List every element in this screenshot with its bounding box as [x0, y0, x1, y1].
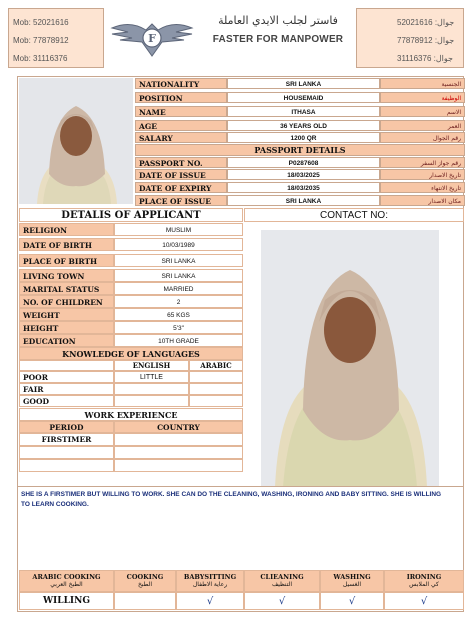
skill-cleaning-en: CLIEANING: [260, 573, 304, 581]
person-photo-large-icon: [261, 230, 439, 487]
skill-babysitting-en: BABYSITTING: [183, 573, 237, 581]
place-of-birth-label: PLACE OF BIRTH: [19, 254, 114, 267]
language-good-arabic: [189, 395, 243, 407]
experience-period-2: [19, 446, 114, 459]
place-of-issue-label-ar: مكان الاصدار: [380, 195, 465, 206]
skill-cooking-value: [114, 592, 176, 610]
salary-row: [135, 132, 465, 143]
salary-label: SALARY: [135, 132, 227, 143]
date-of-expiry-value: 18/03/2035: [227, 182, 380, 193]
date-of-issue-row: [135, 169, 465, 180]
education-label: EDUCATION: [19, 334, 114, 347]
skill-cleaning-header: [244, 570, 320, 592]
name-label: NAME: [135, 106, 227, 117]
height-value: 5'3": [114, 321, 243, 334]
name-label-ar: الاسم: [380, 106, 465, 117]
position-label: POSITION: [135, 92, 227, 103]
age-row: [135, 120, 465, 131]
applicant-photo-large: [261, 230, 439, 487]
experience-country-3: [114, 459, 243, 472]
experience-period-1: FIRSTIMER: [19, 433, 114, 446]
skill-arabic-cooking-header: [19, 570, 114, 592]
remarks-text: SHE IS A FIRSTIMER BUT WILLING TO WORK. SHE CAN DO THE CLEANING, WASHING, IRONING AND BABY SITTING. SHE IS WILLING TO LEARN COOKING.: [21, 491, 442, 508]
age-value: 36 YEARS OLD: [227, 120, 380, 131]
skill-washing-en: WASHING: [333, 573, 371, 581]
age-label-ar: العمر: [380, 120, 465, 131]
date-of-birth-row: [19, 238, 243, 251]
passport-no-row: [135, 157, 465, 168]
passport-no-value: P0287608: [227, 157, 380, 168]
date-of-expiry-row: [135, 182, 465, 193]
weight-label: WEIGHT: [19, 308, 114, 321]
living-town-value: SRI LANKA: [114, 269, 243, 282]
mobile-number-ar-2: 77878912 :جوال: [397, 36, 455, 45]
experience-country-1: [114, 433, 243, 446]
salary-label-ar: رقم الجوال: [380, 132, 465, 143]
header-right-contacts: [356, 8, 464, 68]
work-experience-title: WORK EXPERIENCE: [19, 408, 243, 421]
mobile-number-2: Mob: 77878912: [13, 36, 69, 45]
height-row: [19, 321, 243, 334]
marital-status-value: MARRIED: [114, 282, 243, 295]
person-photo-icon: [19, 78, 133, 204]
date-of-expiry-label-ar: تاريخ الانتهاء: [380, 182, 465, 193]
living-town-label: LIVING TOWN: [19, 269, 114, 282]
mobile-number-3: Mob: 31116376: [13, 54, 68, 63]
language-fair-arabic: [189, 383, 243, 395]
nationality-row: [135, 78, 465, 89]
nationality-label: NATIONALITY: [135, 78, 227, 89]
date-of-expiry-label: DATE OF EXPIRY: [135, 182, 227, 193]
header-left-contacts: [8, 8, 104, 68]
skill-arabic-cooking-en: ARABIC COOKING: [32, 573, 101, 581]
experience-country-2: [114, 446, 243, 459]
contact-title: CONTACT NO:: [244, 208, 464, 222]
skill-washing-check-icon: √: [320, 592, 384, 610]
passport-no-label-ar: رقم جواز السفر: [380, 157, 465, 168]
applicant-photo-small: [19, 78, 133, 204]
skill-washing-header: [320, 570, 384, 592]
languages-header-arabic: ARABIC: [189, 360, 243, 371]
skill-cleaning-check-icon: √: [244, 592, 320, 610]
eagle-logo-icon: [110, 14, 194, 60]
date-of-birth-value: 10/03/1989: [114, 238, 243, 251]
company-name-arabic: فاستر لجلب الايدي العاملة: [218, 14, 338, 27]
date-of-issue-label: DATE OF ISSUE: [135, 169, 227, 180]
position-value: HOUSEMAID: [227, 92, 380, 103]
children-row: [19, 295, 243, 308]
place-of-birth-row: [19, 254, 243, 267]
language-fair-english: [114, 383, 189, 395]
mobile-number-1: Mob: 52021616: [13, 18, 69, 27]
skill-babysitting-ar: رعاية الاطفال: [192, 581, 228, 588]
weight-row: [19, 308, 243, 321]
language-poor-arabic: [189, 371, 243, 383]
marital-status-row: [19, 282, 243, 295]
education-value: 10TH GRADE: [114, 334, 243, 347]
date-of-issue-label-ar: تاريخ الاصدار: [380, 169, 465, 180]
experience-header-country: COUNTRY: [114, 421, 243, 433]
weight-value: 65 KGS: [114, 308, 243, 321]
skill-cooking-header: [114, 570, 176, 592]
religion-row: [19, 223, 243, 236]
skill-cooking-ar: الطبخ: [137, 581, 153, 588]
skill-babysitting-check-icon: √: [176, 592, 244, 610]
language-level-poor: POOR: [19, 371, 114, 383]
remarks-divider: [17, 486, 464, 487]
marital-status-label: MARITAL STATUS: [19, 282, 114, 295]
salary-value: 1200 QR: [227, 132, 380, 143]
nationality-value: SRI LANKA: [227, 78, 380, 89]
position-row: [135, 92, 465, 103]
place-of-issue-label: PLACE OF ISSUE: [135, 195, 227, 206]
language-good-english: [114, 395, 189, 407]
skill-babysitting-header: [176, 570, 244, 592]
place-of-issue-row: [135, 195, 465, 206]
languages-header-english: ENGLISH: [114, 360, 189, 371]
height-label: HEIGHT: [19, 321, 114, 334]
skill-washing-ar: الغسيل: [342, 581, 362, 588]
language-level-fair: FAIR: [19, 383, 114, 395]
passport-details-title: PASSPORT DETAILS: [135, 144, 465, 156]
experience-header-period: PERIOD: [19, 421, 114, 433]
skill-cooking-en: COOKING: [126, 573, 164, 581]
experience-period-3: [19, 459, 114, 472]
children-value: 2: [114, 295, 243, 308]
religion-label: RELIGION: [19, 223, 114, 236]
applicant-details-title: DETALIS OF APPLICANT: [19, 208, 243, 222]
skill-ironing-en: IRONING: [406, 573, 442, 581]
date-of-birth-label: DATE OF BIRTH: [19, 238, 114, 251]
skill-arabic-cooking-ar: الطبخ العربي: [50, 581, 83, 588]
nationality-label-ar: الجنسية: [380, 78, 465, 89]
place-of-birth-value: SRI LANKA: [114, 254, 243, 267]
mobile-number-ar-3: 31116376 :جوال: [397, 54, 453, 63]
name-value: ITHASA: [227, 106, 380, 117]
language-poor-english: LITTLE: [114, 371, 189, 383]
skill-arabic-cooking-value: WILLING: [19, 592, 114, 610]
passport-no-label: PASSPORT NO.: [135, 157, 227, 168]
languages-header-blank: [19, 360, 114, 371]
company-logo-area: [104, 8, 356, 68]
logo-letter: F: [148, 32, 156, 45]
date-of-issue-value: 18/03/2025: [227, 169, 380, 180]
place-of-issue-value: SRI LANKA: [227, 195, 380, 206]
skill-cleaning-ar: التنظيف: [271, 581, 293, 588]
skill-ironing-header: [384, 570, 464, 592]
position-label-ar: الوظيفة: [380, 92, 465, 103]
skill-ironing-check-icon: √: [384, 592, 464, 610]
education-row: [19, 334, 243, 347]
skill-ironing-ar: كي الملابس: [409, 581, 439, 588]
age-label: AGE: [135, 120, 227, 131]
mobile-number-ar-1: 52021616 :جوال: [397, 18, 455, 27]
company-name-english: FASTER FOR MANPOWER: [212, 34, 344, 45]
languages-title: KNOWLEDGE OF LANGUAGES: [19, 347, 243, 360]
name-row: [135, 106, 465, 117]
language-level-good: GOOD: [19, 395, 114, 407]
religion-value: MUSLIM: [114, 223, 243, 236]
living-town-row: [19, 269, 243, 282]
children-label: NO. OF CHILDREN: [19, 295, 114, 308]
